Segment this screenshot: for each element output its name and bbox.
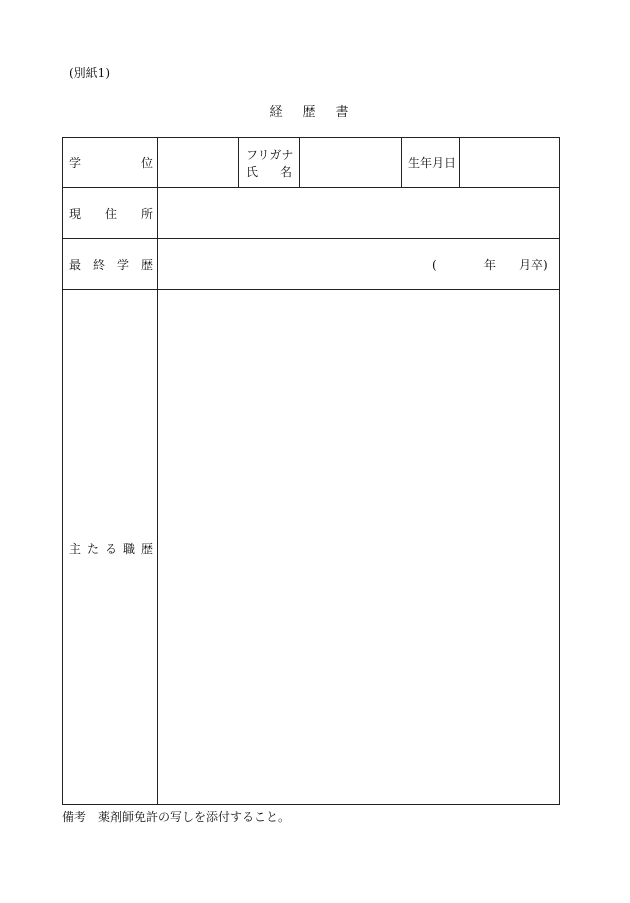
document-title: 経歴書 [269, 105, 369, 120]
education-label: 最 終 学 歴 [69, 258, 153, 272]
career-field[interactable] [158, 290, 559, 804]
address-field[interactable] [158, 188, 559, 238]
col-divider [401, 137, 402, 188]
name-field[interactable] [300, 138, 401, 187]
graduation-month-label: 月卒) [519, 258, 548, 272]
address-label: 現 住 所 [69, 207, 153, 221]
graduation-open-paren: ( [432, 258, 437, 272]
degree-field[interactable] [158, 138, 238, 187]
table-border-right [559, 137, 560, 805]
career-label: 主 た る 職 歴 [69, 542, 153, 556]
birthdate-label: 生年月日 [408, 156, 457, 170]
furigana-label: フリガナ [246, 148, 294, 162]
graduation-year-label: 年 [484, 258, 497, 272]
table-border-bottom [62, 804, 560, 805]
annex-label: (別紙1) [69, 66, 110, 80]
education-field[interactable] [158, 239, 428, 289]
name-label: 氏 名 [246, 165, 292, 179]
table-border-left [62, 137, 63, 805]
birthdate-field[interactable] [460, 138, 559, 187]
degree-label: 学 位 [69, 156, 153, 170]
remarks-note: 備考 薬剤師免許の写しを添付すること。 [62, 810, 291, 824]
col-divider [238, 137, 239, 188]
